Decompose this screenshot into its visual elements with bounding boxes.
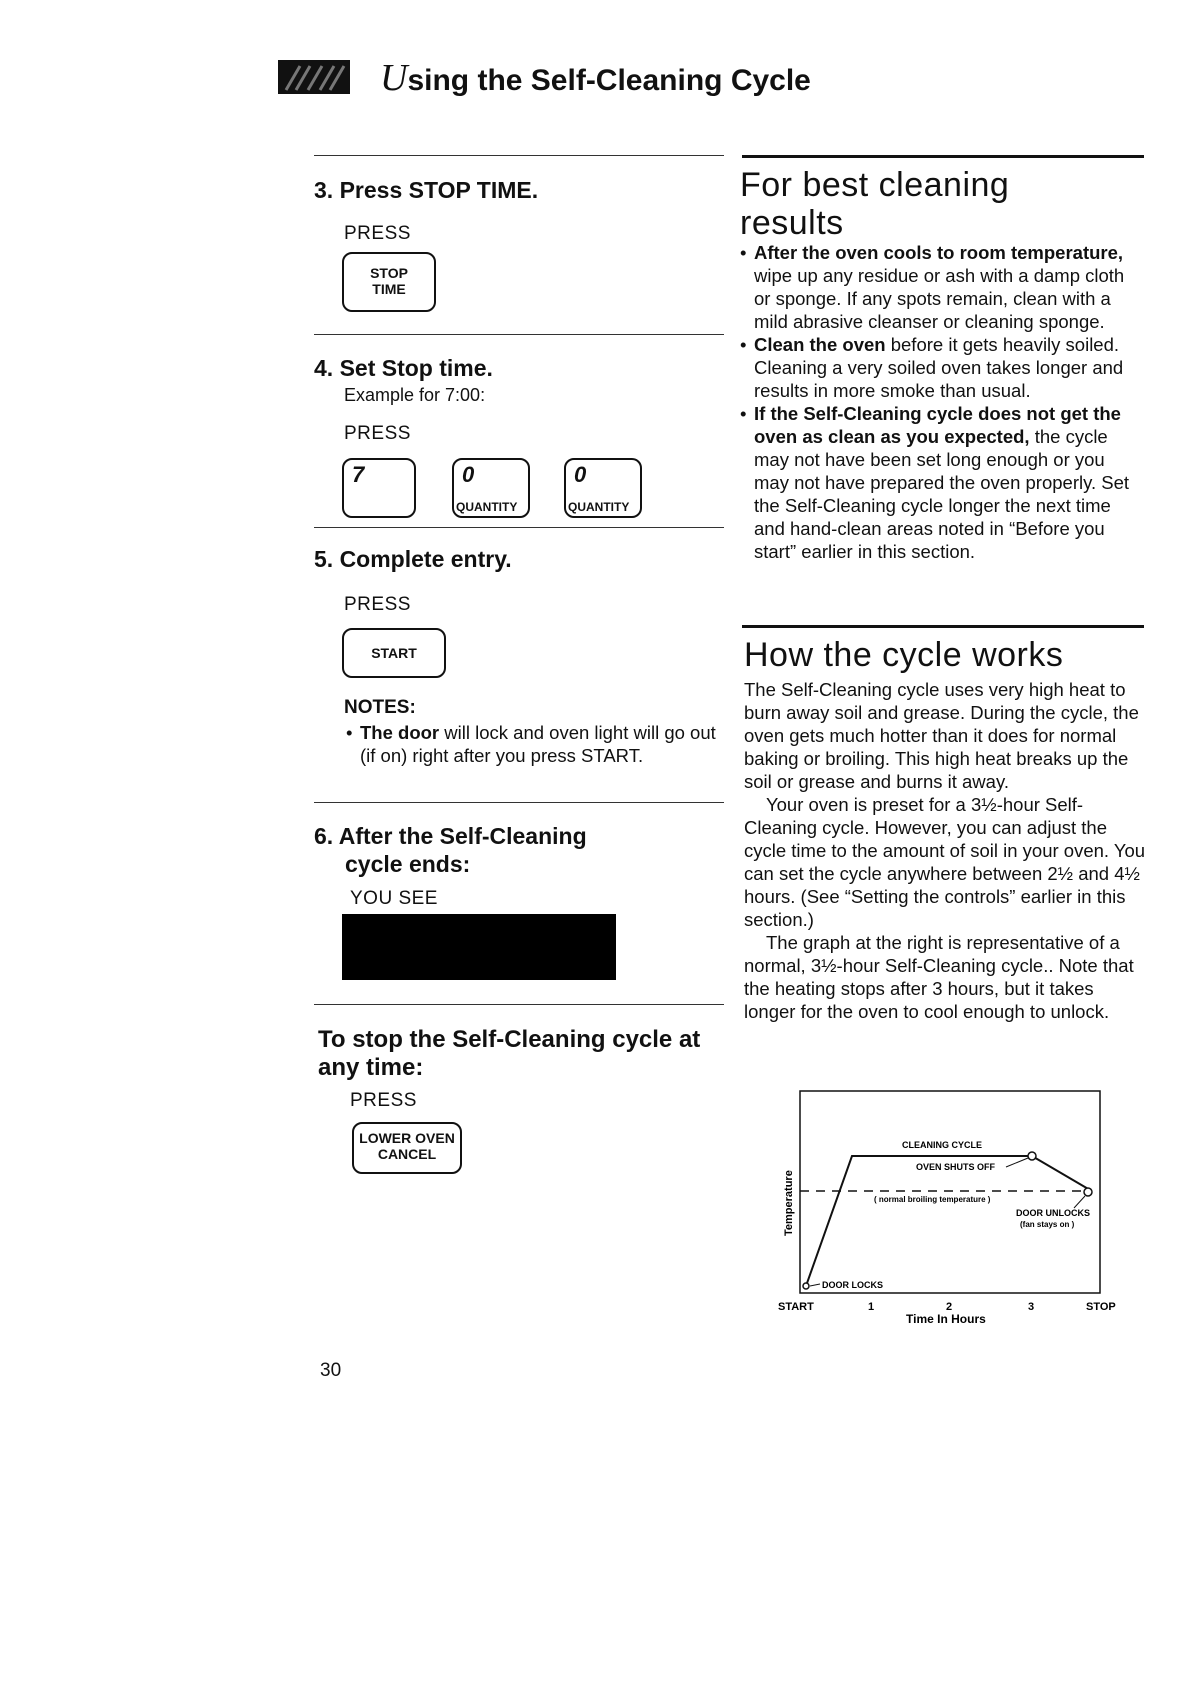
label-door-unlocks: DOOR UNLOCKS — [1016, 1208, 1090, 1218]
label-door-locks: DOOR LOCKS — [822, 1280, 884, 1290]
step6-title-line2: cycle ends: — [345, 851, 471, 877]
number-0-key-digit: 0 — [462, 462, 475, 487]
label-fan-stays-on: (fan stays on ) — [1020, 1220, 1075, 1229]
x-tick-2: 2 — [946, 1301, 953, 1313]
page-title-initial: U — [380, 57, 408, 99]
stop-time-key[interactable] — [342, 252, 436, 312]
oven-shuts-off-point — [1028, 1152, 1036, 1160]
y-axis-label: Temperature — [783, 1170, 795, 1236]
divider — [314, 155, 724, 156]
start-key-label: START — [371, 645, 417, 661]
best-results-heading — [740, 166, 1009, 242]
stop-cycle-title-line1: To stop the Self-Cleaning cycle at — [318, 1026, 701, 1053]
bullet-text: the cycle may not have been set long enough or you may not have prepared the oven properly. Set the Self-Cleaning cycle longer the next time and hand-clean areas noted in “Before you start” earlier in this section. — [754, 426, 1130, 562]
notes-title: NOTES: — [344, 697, 416, 718]
label-cleaning-cycle: CLEANING CYCLE — [902, 1140, 983, 1150]
paragraph: Your oven is preset for a 3½-hour Self-Cleaning cycle. However, you can adjust the cycle time to the amount of soil in your oven. You can set the cycle anywhere between 2½ and 4½ hours. (See “Setting the controls” earlier in this section.) — [744, 794, 1146, 930]
label-normal-temperature: ( normal broiling temperature ) — [874, 1195, 991, 1204]
shuts-off-pointer — [1006, 1158, 1028, 1167]
best-results-list — [740, 241, 1140, 563]
bullet-bold: If the Self-Cleaning cycle does not get the oven as clean as you expected, — [754, 403, 1121, 447]
step4-example: Example for 7:00: — [344, 385, 486, 405]
note-rest: will lock and oven light will go out (if on) right after you press START. — [360, 722, 716, 766]
x-tick-3: 3 — [1028, 1301, 1035, 1313]
you-see-label: YOU SEE — [350, 888, 438, 909]
list-item — [740, 402, 1140, 563]
divider — [314, 1004, 724, 1005]
bullet-bold: After the oven cools to room temperature, — [754, 242, 1124, 263]
quantity-label: QUANTITY — [568, 500, 630, 514]
paragraph: The graph at the right is representative of a normal, 3½-hour Self-Cleaning cycle.. Note that the heating stops after 3 hours, but it takes longer for the oven to cool enough to unlock. — [744, 932, 1134, 1022]
logo-graphic-icon — [278, 60, 350, 94]
bullet-text: before it gets heavily soiled. Cleaning a very soiled oven takes longer and results in more smoke than usual. — [754, 334, 1124, 401]
number-7-key[interactable] — [342, 458, 416, 518]
quantity-label: QUANTITY — [456, 500, 518, 514]
x-tick-start: START — [778, 1301, 814, 1313]
start-key[interactable] — [342, 628, 446, 678]
door-unlocks-point — [1084, 1188, 1092, 1196]
divider — [314, 527, 724, 528]
note-text — [346, 721, 724, 767]
stop-press-label: PRESS — [350, 1090, 417, 1111]
paragraph: The Self-Cleaning cycle uses very high heat to burn away soil and grease. During the cycle, the oven gets much hotter than it does for normal baking or broiling. This high heat breaks up the soil or grease and burns it away. — [744, 679, 1139, 792]
step4-press-label: PRESS — [344, 423, 411, 444]
step6-title-line1: 6. After the Self-Cleaning — [314, 823, 587, 849]
unlocks-pointer — [1074, 1196, 1085, 1208]
note-bold: The door — [360, 722, 440, 743]
bullet-text: wipe up any residue or ash with a damp cloth or sponge. If any spots remain, clean with a mild abrasive cleanser or cleaning sponge. — [754, 265, 1125, 332]
how-cycle-works-text — [744, 678, 1148, 1023]
bullet-bold: Clean the oven — [754, 334, 886, 355]
step5-title: 5. Complete entry. — [314, 546, 512, 572]
stop-cycle-title-line2: any time: — [318, 1054, 424, 1081]
page-title-rest: sing the Self-Cleaning Cycle — [407, 64, 811, 97]
best-results-heading-line1: For best cleaning — [740, 166, 1010, 204]
stop-time-key-line1: STOP — [370, 265, 408, 281]
x-tick-stop: STOP — [1086, 1301, 1116, 1313]
step3-press-label: PRESS — [344, 223, 411, 244]
page-number: 30 — [320, 1360, 342, 1381]
x-axis-label: Time In Hours — [906, 1312, 986, 1326]
cancel-key-line1: LOWER OVEN — [359, 1130, 455, 1146]
number-0-quantity-key-2[interactable] — [564, 458, 642, 518]
divider — [742, 625, 1144, 628]
x-tick-1: 1 — [868, 1301, 875, 1313]
list-item — [740, 241, 1140, 333]
number-0-quantity-key[interactable] — [452, 458, 530, 518]
list-item — [740, 333, 1140, 402]
locks-pointer — [810, 1284, 820, 1286]
lower-oven-cancel-key[interactable] — [352, 1122, 462, 1174]
divider — [314, 802, 724, 803]
number-0-key-digit: 0 — [574, 462, 587, 487]
how-cycle-works-heading: How the cycle works — [744, 636, 1064, 674]
divider — [314, 334, 724, 335]
number-7-key-digit: 7 — [352, 462, 365, 487]
step5-press-label: PRESS — [344, 594, 411, 615]
step6-title — [314, 822, 587, 878]
label-oven-shuts-off: OVEN SHUTS OFF — [916, 1162, 996, 1172]
temperature-graph — [770, 1086, 1130, 1326]
header-logo — [278, 60, 350, 94]
display-panel — [342, 914, 616, 980]
temperature-graph-svg — [770, 1086, 1130, 1326]
stop-time-key-line2: TIME — [372, 281, 406, 297]
divider — [742, 155, 1144, 158]
door-locks-point — [803, 1283, 809, 1289]
stop-cycle-title — [318, 1026, 700, 1082]
cancel-key-line2: CANCEL — [377, 1146, 437, 1162]
best-results-heading-line2: results — [740, 204, 844, 242]
step4-title: 4. Set Stop time. — [314, 355, 493, 381]
graph-frame — [800, 1091, 1100, 1293]
step3-title: 3. Press STOP TIME. — [314, 177, 539, 203]
page-title — [380, 56, 811, 100]
